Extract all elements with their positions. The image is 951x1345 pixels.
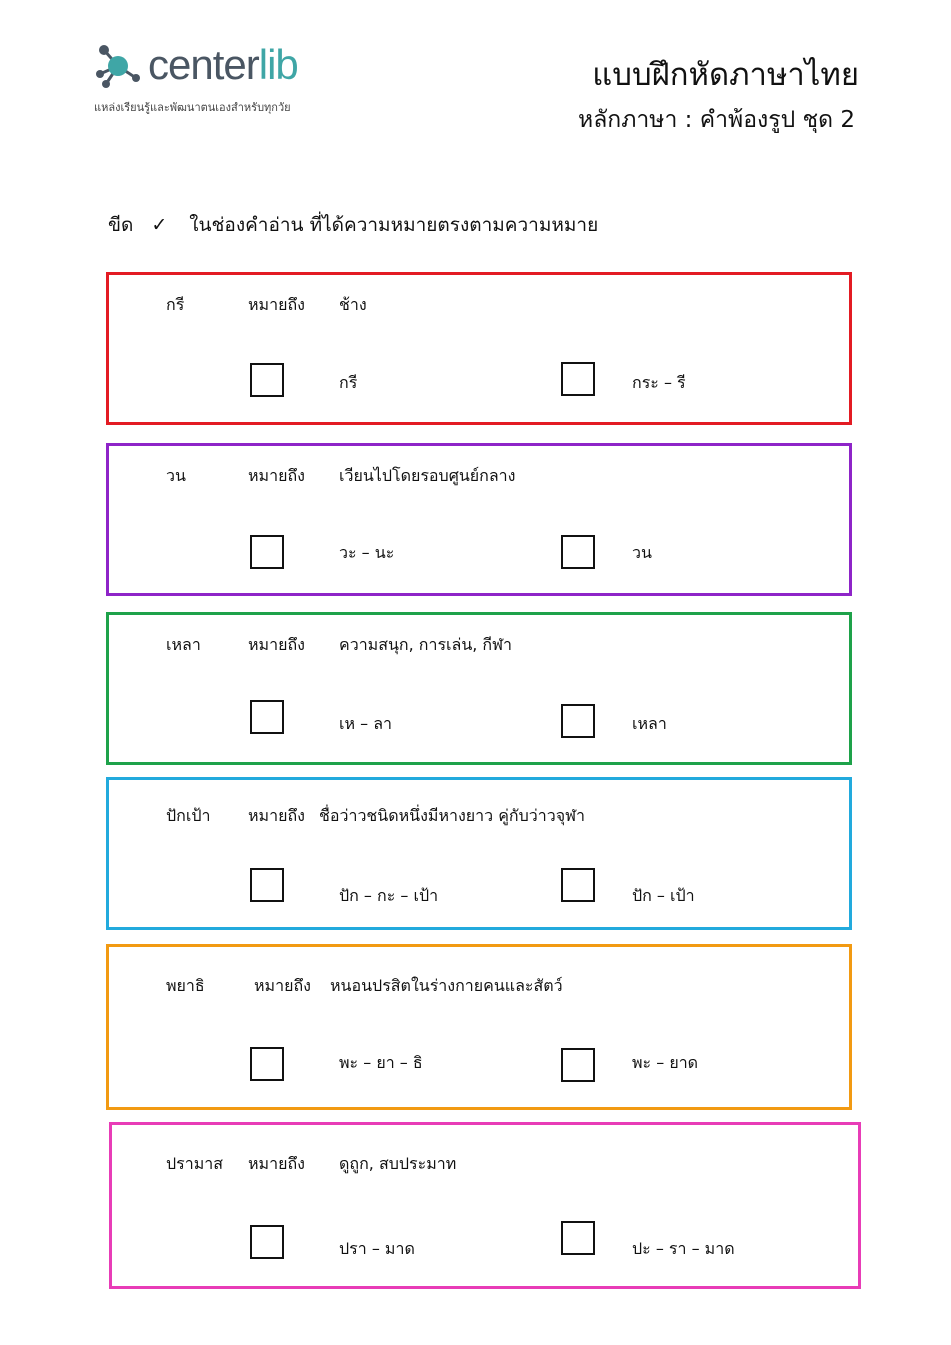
- option-2-label: เหลา: [632, 714, 667, 733]
- option-2-label: พะ – ยาด: [632, 1053, 699, 1072]
- option-2-label: ปัก – เป้า: [632, 886, 695, 905]
- option-1-label: พะ – ยา – ธิ: [339, 1053, 423, 1072]
- item-meaning: ความสนุก, การเล่น, กีฬา: [339, 635, 513, 654]
- option-2-checkbox[interactable]: [561, 868, 595, 902]
- item-meaning: ช้าง: [339, 295, 367, 314]
- page-title: แบบฝึกหัดภาษาไทย: [592, 57, 859, 93]
- item-means-label: หมายถึง: [248, 806, 305, 825]
- option-2-checkbox[interactable]: [561, 535, 595, 569]
- option-2-checkbox[interactable]: [561, 1221, 595, 1255]
- option-1-checkbox[interactable]: [250, 1047, 284, 1081]
- logo-tagline: แหล่งเรียนรู้และพัฒนาตนเองสำหรับทุกวัย: [94, 101, 291, 114]
- logo-wordmark: centerlib: [148, 41, 298, 88]
- item-meaning: ดูถูก, สบประมาท: [339, 1154, 457, 1173]
- exercise-item-5: [106, 944, 852, 1110]
- exercise-item-6: [109, 1122, 861, 1289]
- item-means-label: หมายถึง: [248, 466, 305, 485]
- option-2-checkbox[interactable]: [561, 1048, 595, 1082]
- exercise-item-4: [106, 777, 852, 930]
- option-1-label: ปรา – มาด: [339, 1239, 415, 1258]
- option-1-label: กรี: [339, 373, 358, 392]
- option-1-checkbox[interactable]: [250, 1225, 284, 1259]
- check-icon: ✓: [151, 214, 168, 236]
- option-1-checkbox[interactable]: [250, 700, 284, 734]
- instruction-prefix: ขีด: [108, 214, 134, 236]
- option-1-label: วะ – นะ: [339, 543, 395, 562]
- option-1-label: ปัก – กะ – เป้า: [339, 886, 439, 905]
- option-2-checkbox[interactable]: [561, 704, 595, 738]
- item-means-label: หมายถึง: [254, 976, 311, 995]
- item-meaning: เวียนไปโดยรอบศูนย์กลาง: [339, 466, 516, 485]
- item-word: พยาธิ: [166, 976, 205, 995]
- option-2-checkbox[interactable]: [561, 362, 595, 396]
- item-word: วน: [166, 466, 186, 485]
- item-word: เหลา: [166, 635, 201, 654]
- exercise-item-2: [106, 443, 852, 596]
- item-word: ปักเป้า: [166, 806, 211, 825]
- option-2-label: ปะ – รา – มาด: [632, 1239, 735, 1258]
- logo: [92, 40, 352, 120]
- option-1-checkbox[interactable]: [250, 868, 284, 902]
- item-word: กรี: [166, 295, 185, 314]
- option-2-label: กระ – รี: [632, 373, 686, 392]
- item-means-label: หมายถึง: [248, 1154, 305, 1173]
- item-means-label: หมายถึง: [248, 295, 305, 314]
- option-1-label: เห – ลา: [339, 714, 392, 733]
- option-1-checkbox[interactable]: [250, 363, 284, 397]
- instruction: [108, 210, 598, 240]
- item-word: ปรามาส: [166, 1154, 224, 1173]
- item-means-label: หมายถึง: [248, 635, 305, 654]
- logo-molecule-icon: [92, 40, 152, 94]
- option-2-label: วน: [632, 543, 652, 562]
- item-meaning: หนอนปรสิตในร่างกายคนและสัตว์: [330, 976, 563, 995]
- exercise-item-3: [106, 612, 852, 765]
- option-1-checkbox[interactable]: [250, 535, 284, 569]
- page-subtitle: หลักภาษา : คำพ้องรูป ชุด 2: [578, 107, 855, 133]
- instruction-text: ในช่องคำอ่าน ที่ได้ความหมายตรงตามความหมาย: [189, 214, 599, 236]
- item-meaning: ชื่อว่าวชนิดหนึ่งมีหางยาว คู่กับว่าวจุฬา: [319, 806, 586, 825]
- exercise-item-1: [106, 272, 852, 425]
